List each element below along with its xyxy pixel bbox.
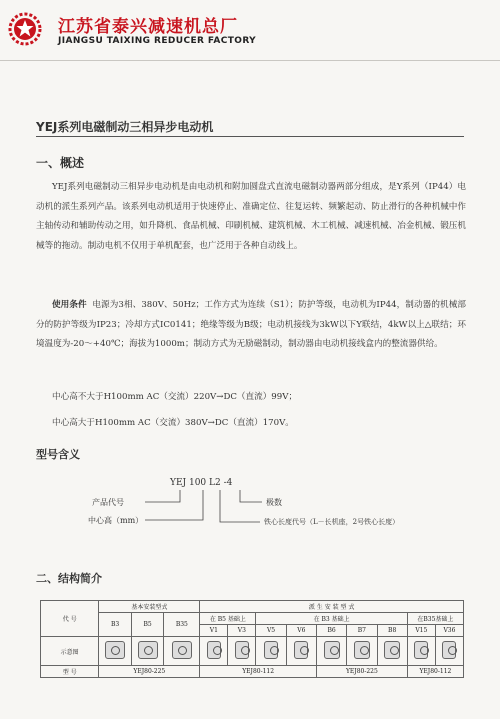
b5-base-header: 在 B5 基础上 (200, 613, 256, 625)
motor-diagram-icon (105, 641, 125, 659)
code-cell: B3 (99, 613, 132, 637)
code-cell: B6 (316, 625, 346, 637)
voltage-line-small: 中心高不大于H100mm AC（交流）220V→DC（直流）99V； (52, 392, 298, 402)
mounting-type-table (40, 600, 464, 678)
code-cell: V36 (435, 625, 463, 637)
motor-diagram-icon (138, 641, 158, 659)
motor-diagram-icon (414, 641, 428, 659)
motor-diagram-icon (172, 641, 192, 659)
poles-label: 极数 (266, 498, 282, 507)
motor-diagram-icon (235, 641, 249, 659)
basic-mount-header: 基本安装型式 (99, 601, 200, 613)
code-cell: V5 (256, 625, 286, 637)
company-name-cn: 江苏省泰兴减速机总厂 (58, 17, 238, 37)
core-length-label: 铁心长度代号（L－长机座，2号铁心长度） (264, 518, 400, 526)
model-cell: YEJ80-112 (407, 666, 463, 678)
usage-conditions-text: 电源为3相、380V、50Hz；工作方式为连续（S1）；防护等级，电动机为IP44，制动器的机械部分的防护等级为IP23；冷却方式IC0141；绝缘等级为B级；电动机接线为3kW以下Y联结，4kW以上△联结；环境温度为-20～+40℃；海拔为1000m；制动方式为无励磁制动，制动器由电动机接线盒内的整流器供给。 (36, 300, 466, 350)
usage-conditions-label: 使用条件 (52, 300, 87, 310)
overview-paragraph: YEJ系列电磁制动三相异步电动机是由电动机和附加圆盘式直流电磁制动器两部分组成，是Y系列（IP44）电动机的派生系列产品。该系列电动机适用于快速停止、准确定位、往复运转、频繁起动、防止滑行的各种机械中作主轴传动和辅助传动之用，如升降机、食品机械、印刷机械、建筑机械、木工机械、减速机械、冶金机械、锻压机械等的拖动。制动电机不仅用于单机配套，也广泛用于各种自动线上。 (36, 182, 466, 251)
company-name-en: JIANGSU TAIXING REDUCER FACTORY (58, 36, 257, 46)
section-heading-structure: 二、结构简介 (36, 572, 102, 585)
motor-diagram-icon (324, 641, 340, 659)
model-cell: YEJ80-225 (99, 666, 200, 678)
model-row-label: 型 号 (41, 666, 99, 678)
code-cell: V1 (200, 625, 228, 637)
product-code-label: 产品代号 (92, 498, 124, 507)
section-heading-model: 型号含义 (36, 448, 80, 461)
code-cell: V3 (228, 625, 256, 637)
center-height-label: 中心高（mm） (88, 516, 144, 525)
model-code: YEJ 100 L2 -4 (170, 478, 233, 488)
code-cell: V6 (286, 625, 316, 637)
motor-diagram-icon (207, 641, 221, 659)
motor-diagram-icon (294, 641, 308, 659)
derived-mount-header: 派 生 安 装 型 式 (200, 601, 464, 613)
code-header: 代 号 (41, 601, 99, 637)
model-cell: YEJ80-225 (316, 666, 407, 678)
code-cell: B8 (377, 625, 407, 637)
code-cell: V15 (407, 625, 435, 637)
motor-diagram-icon (354, 641, 370, 659)
motor-diagram-icon (384, 641, 400, 659)
model-cell: YEJ80-112 (200, 666, 317, 678)
b3-base-header: 在 B3 基础上 (256, 613, 407, 625)
code-cell: B7 (347, 625, 377, 637)
motor-diagram-icon (264, 641, 278, 659)
diagram-row-label: 示意图 (41, 637, 99, 666)
document-title: YEJ系列电磁制动三相异步电动机 (36, 120, 214, 134)
b35-base-header: 在B35基础上 (407, 613, 463, 625)
code-cell: B35 (164, 613, 200, 637)
code-cell: B5 (131, 613, 164, 637)
voltage-line-large: 中心高大于H100mm AC（交流）380V→DC（直流）170V。 (52, 418, 294, 428)
section-heading-overview: 一、概述 (36, 156, 85, 170)
motor-diagram-icon (442, 641, 456, 659)
